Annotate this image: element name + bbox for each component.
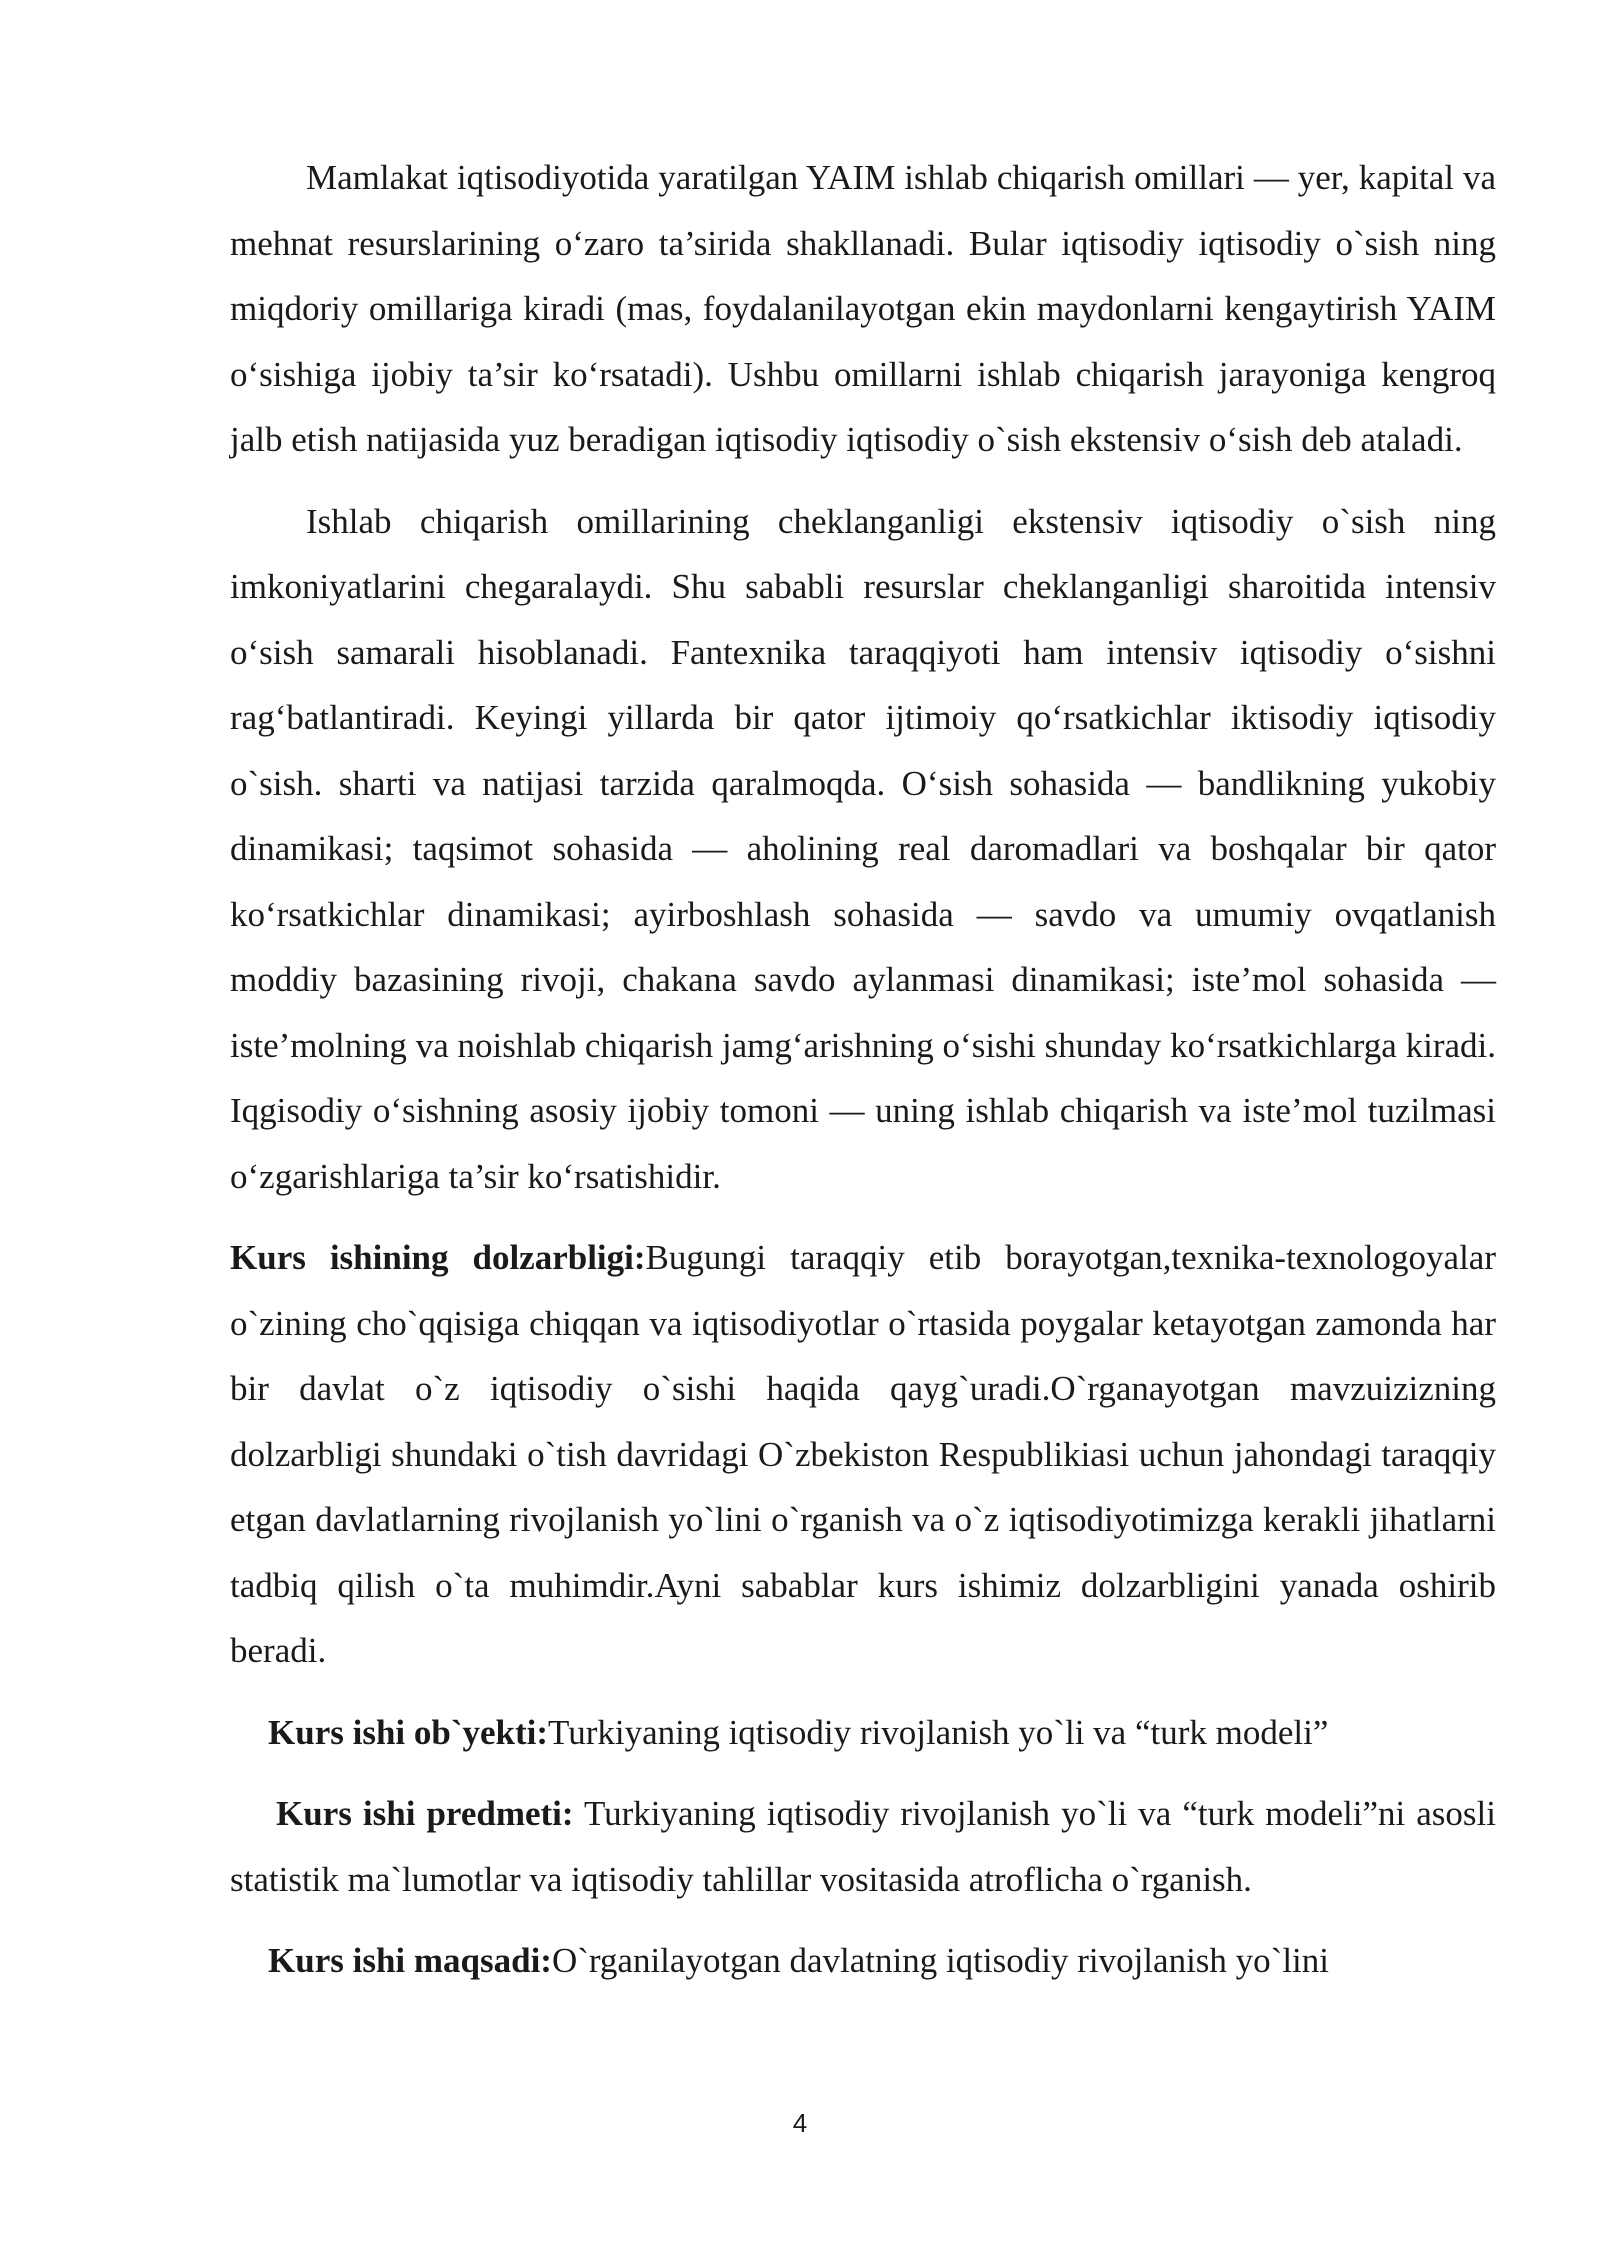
relevance-label: Kurs ishining dolzarbligi:	[230, 1238, 646, 1277]
subject-text: Turkiyaning iqtisodiy rivojlanish yo`li va “turk modeli”ni asosli statistik ma`lumotlar va iqtisodiy tahlillar vositasida atroflicha o`rganish.	[230, 1794, 1496, 1899]
paragraph-object	[230, 1700, 1496, 1766]
page-number: 4	[792, 2108, 808, 2138]
object-text: Turkiyaning iqtisodiy rivojlanish yo`li va “turk modeli”	[548, 1712, 1329, 1752]
paragraph-subject	[230, 1781, 1496, 1912]
paragraph-relevance	[230, 1225, 1496, 1684]
subject-label: Kurs ishi predmeti:	[276, 1794, 574, 1833]
object-label: Kurs ishi ob`yekti:	[268, 1712, 549, 1752]
paragraph-intensive-growth: Ishlab chiqarish omillarining cheklanganligi ekstensiv iqtisodiy o`sish ning imkoniyatlarini chegaralaydi. Shu sababli resurslar cheklanganligi sharoitida intensiv o‘sish samarali hisoblanadi. Fantexnika taraqqiyoti ham intensiv iqtisodiy o‘sishni rag‘batlantiradi. Keyingi yillarda bir qator ijtimoiy qo‘rsatkichlar iktisodiy iqtisodiy o`sish. sharti va natijasi tarzida qaralmoqda. O‘sish sohasida — bandlikning yukobiy dinamikasi; taqsimot sohasida — aholining real daromadlari va boshqalar bir qator ko‘rsatkichlar dinamikasi; ayirboshlash sohasida — savdo va umumiy ovqatlanish moddiy bazasining rivoji, chakana savdo aylanmasi dinamikasi; iste’mol sohasida — iste’molning va noishlab chiqarish jamg‘arishning o‘sishi shunday ko‘rsatkichlarga kiradi. Iqgisodiy o‘sishning asosiy ijobiy tomoni — uning ishlab chiqarish va iste’mol tuzilmasi o‘zgarishlariga ta’sir ko‘rsatishidir.	[230, 501, 1496, 1196]
document-page	[230, 145, 1496, 1994]
goal-text: O`rganilayotgan davlatning iqtisodiy rivojlanish yo`lini	[551, 1941, 1329, 1980]
relevance-text: Bugungi taraqqiy etib borayotgan,texnika-texnologoyalar o`zining cho`qqisiga chiqqan va iqtisodiyotlar o`rtasida poygalar ketayotgan zamonda har bir davlat o`z iqtisodiy o`sishi haqida qayg`uradi.O`rganayotgan mavzuizizning dolzarbligi shundaki o`tish davridagi O`zbekiston Respublikiasi uchun jahondagi taraqqiy etgan davlatlarning rivojlanish yo`lini o`rganish va o`z iqtisodiyotimizga kerakli jihatlarni tadbiq qilish o`ta muhimdir.Ayni sabablar kurs ishimiz dolzarbligini yanada oshirib beradi.	[230, 1238, 1496, 1670]
paragraph-goal	[230, 1928, 1496, 1994]
paragraph-yaim-factors: Mamlakat iqtisodiyotida yaratilgan YAIM ishlab chiqarish omillari — yer, kapital va mehnat resurslarining o‘zaro ta’sirida shakllanadi. Bular iqtisodiy iqtisodiy o`sish ning miqdoriy omillariga kiradi (mas, foydalanilayotgan ekin maydonlarni kengaytirish YAIM o‘sishiga ijobiy ta’sir ko‘rsatadi). Ushbu omillarni ishlab chiqarish jarayoniga kengroq jalb etish natijasida yuz beradigan iqtisodiy iqtisodiy o`sish ekstensiv o‘sish deb ataladi.	[230, 158, 1496, 459]
goal-label: Kurs ishi maqsadi:	[268, 1941, 552, 1980]
